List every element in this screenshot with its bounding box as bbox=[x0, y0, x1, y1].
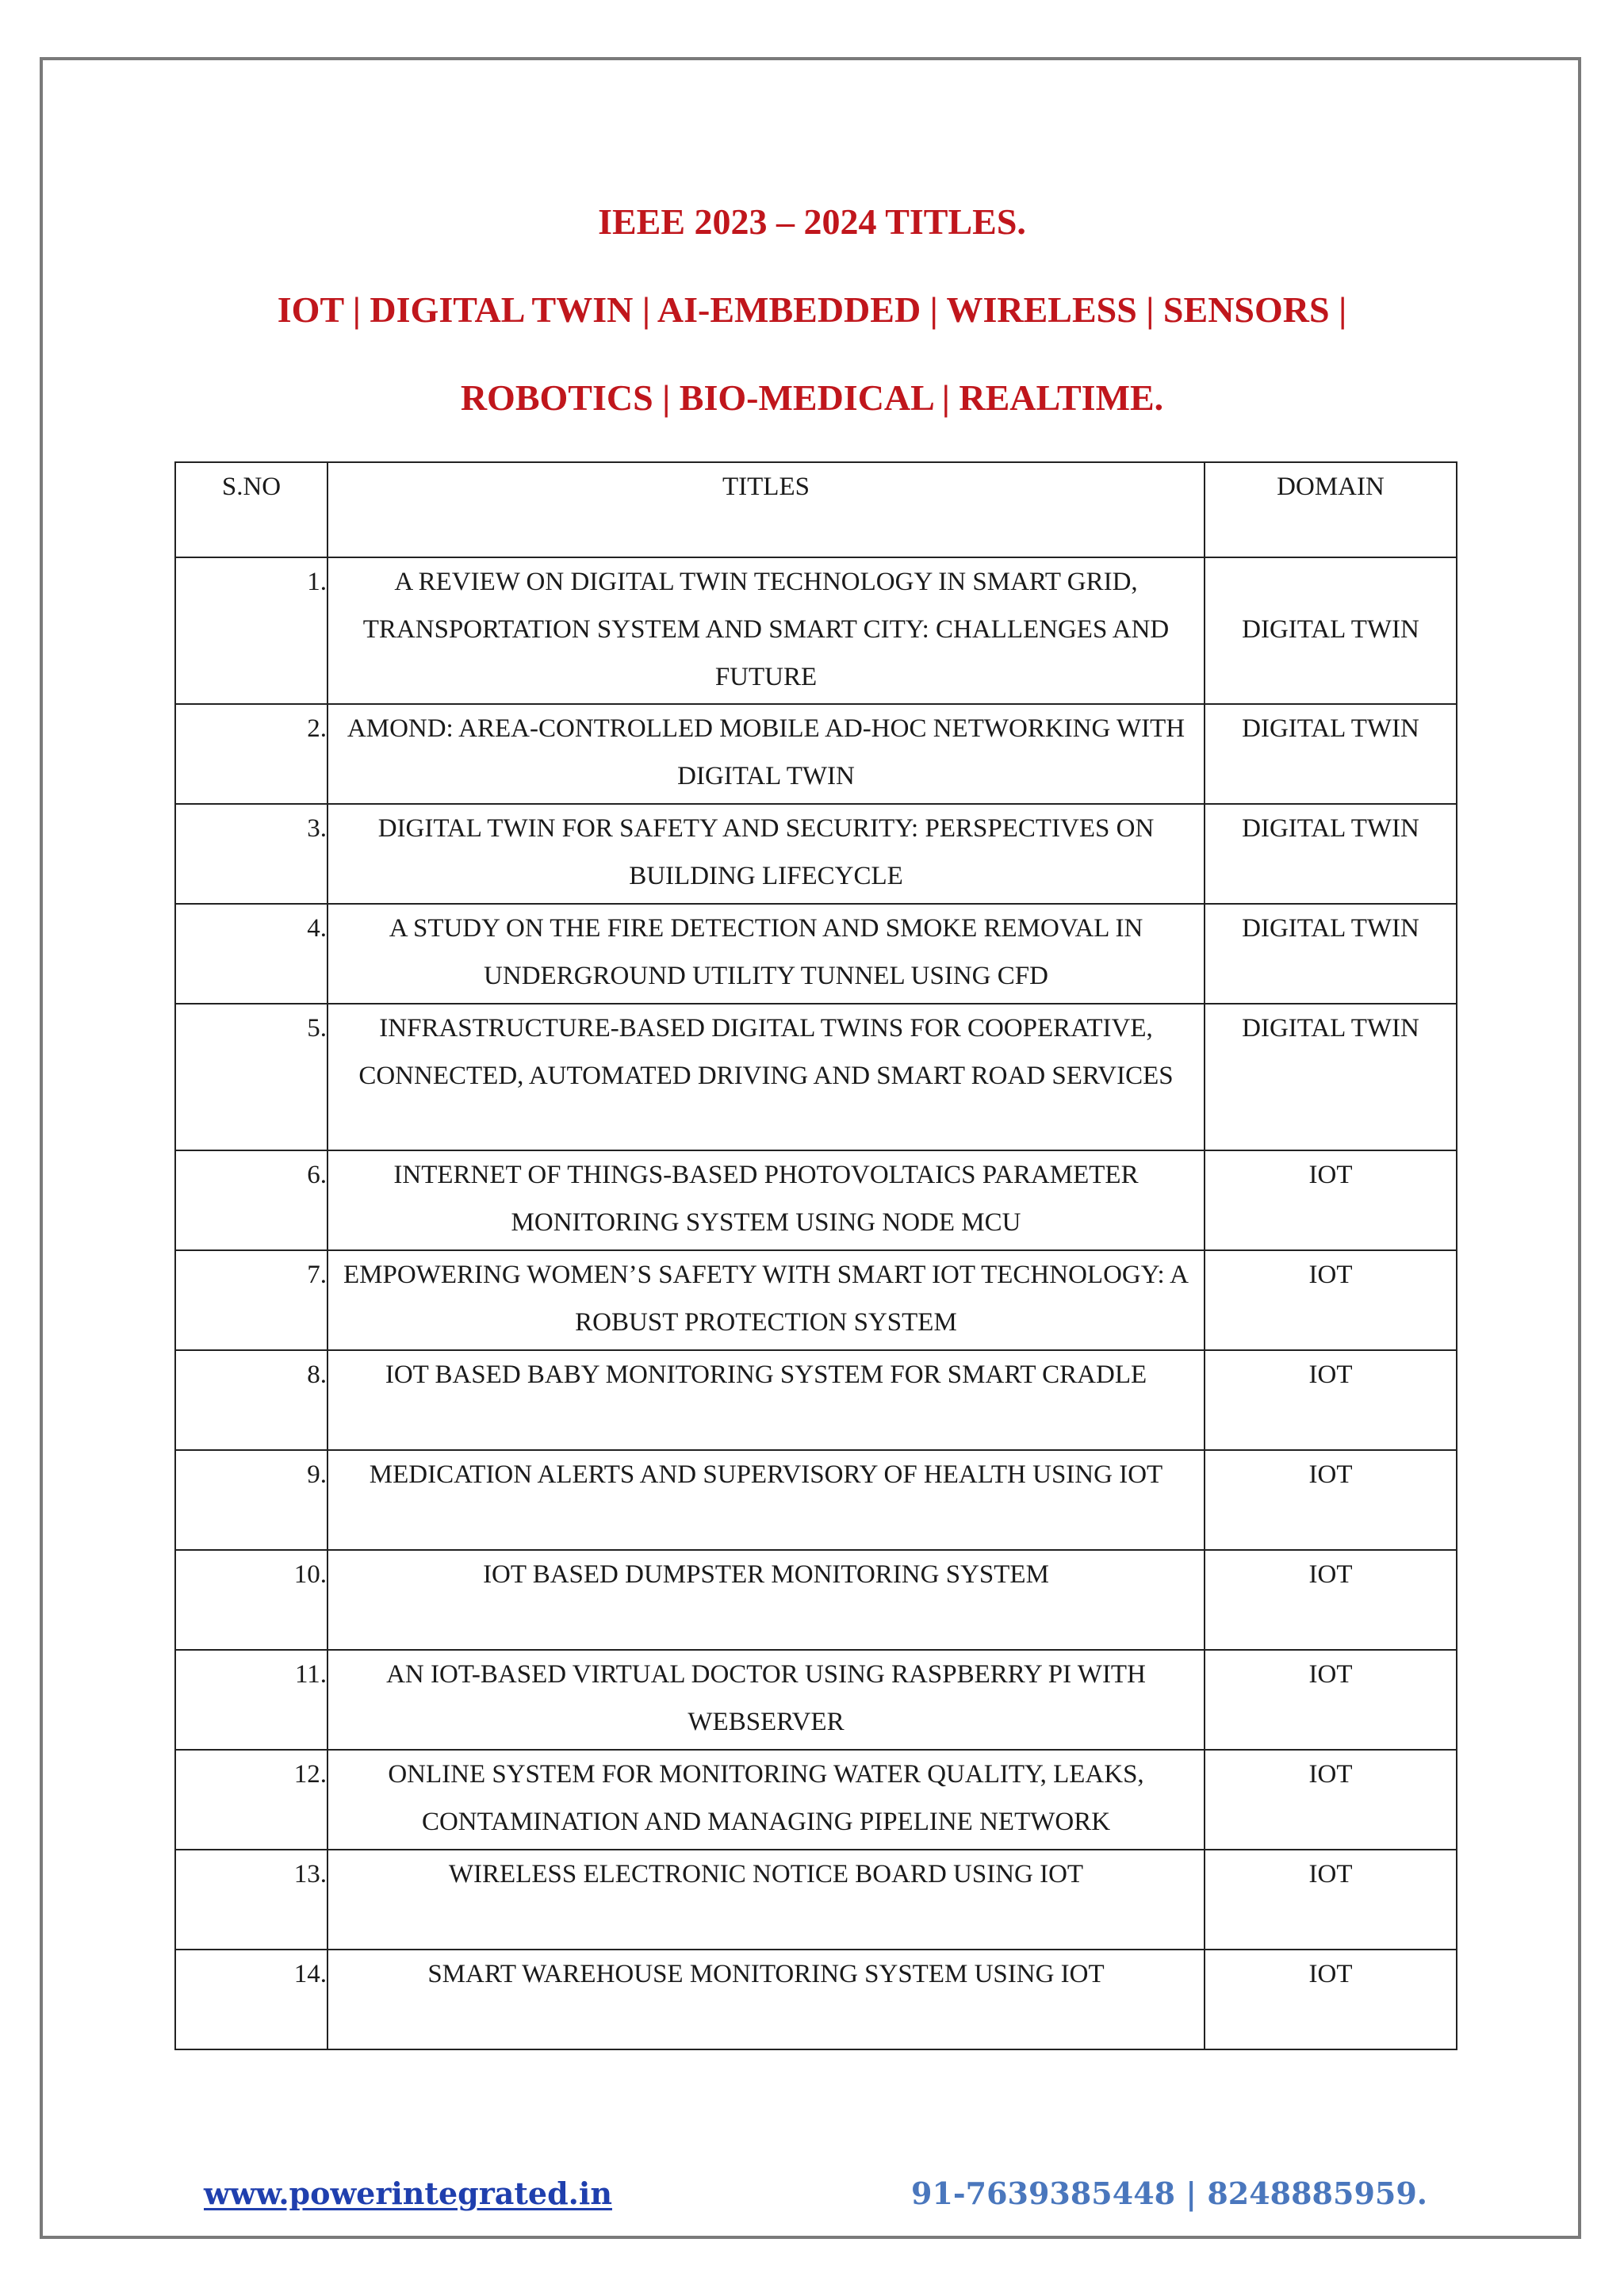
column-header-domain: DOMAIN bbox=[1205, 462, 1457, 557]
row-domain: IOT bbox=[1205, 1950, 1457, 2049]
row-title: EMPOWERING WOMEN’S SAFETY WITH SMART IOT TECHNOLOGY: A ROBUST PROTECTION SYSTEM bbox=[327, 1250, 1205, 1350]
row-domain: IOT bbox=[1205, 1750, 1457, 1850]
table-row bbox=[175, 1850, 1457, 1950]
table-row bbox=[175, 1150, 1457, 1250]
row-title: A STUDY ON THE FIRE DETECTION AND SMOKE REMOVAL IN UNDERGROUND UTILITY TUNNEL USING CFD bbox=[327, 904, 1205, 1004]
row-title: ONLINE SYSTEM FOR MONITORING WATER QUALITY, LEAKS, CONTAMINATION AND MANAGING PIPELINE NETWORK bbox=[327, 1750, 1205, 1850]
table-header-row bbox=[175, 462, 1457, 557]
table-row bbox=[175, 1750, 1457, 1850]
domain-list-line-1: IOT | DIGITAL TWIN | AI-EMBEDDED | WIRELESS | SENSORS | bbox=[277, 289, 1347, 330]
row-domain: DIGITAL TWIN bbox=[1205, 904, 1457, 1004]
row-domain bbox=[1205, 557, 1457, 704]
row-sno: 4. bbox=[175, 904, 327, 1004]
row-sno: 8. bbox=[175, 1350, 327, 1450]
row-sno: 10. bbox=[175, 1550, 327, 1650]
row-title: DIGITAL TWIN FOR SAFETY AND SECURITY: PERSPECTIVES ON BUILDING LIFECYCLE bbox=[327, 804, 1205, 904]
column-header-titles: TITLES bbox=[327, 462, 1205, 557]
row-domain: IOT bbox=[1205, 1150, 1457, 1250]
table-row bbox=[175, 1250, 1457, 1350]
row-sno: 14. bbox=[175, 1950, 327, 2049]
row-sno: 13. bbox=[175, 1850, 327, 1950]
table-row bbox=[175, 1650, 1457, 1750]
row-title: SMART WAREHOUSE MONITORING SYSTEM USING IOT bbox=[327, 1950, 1205, 2049]
column-header-sno: S.NO bbox=[175, 462, 327, 557]
row-sno: 7. bbox=[175, 1250, 327, 1350]
row-domain: IOT bbox=[1205, 1250, 1457, 1350]
table-row bbox=[175, 804, 1457, 904]
row-domain: DIGITAL TWIN bbox=[1205, 704, 1457, 804]
row-sno: 5. bbox=[175, 1004, 327, 1150]
row-domain: IOT bbox=[1205, 1450, 1457, 1550]
row-domain: DIGITAL TWIN bbox=[1205, 804, 1457, 904]
row-title: MEDICATION ALERTS AND SUPERVISORY OF HEALTH USING IOT bbox=[327, 1450, 1205, 1550]
row-title: AMOND: AREA-CONTROLLED MOBILE AD-HOC NETWORKING WITH DIGITAL TWIN bbox=[327, 704, 1205, 804]
domain-list-line-2: ROBOTICS | BIO-MEDICAL | REALTIME. bbox=[460, 377, 1164, 418]
row-domain: IOT bbox=[1205, 1650, 1457, 1750]
row-title: AN IOT-BASED VIRTUAL DOCTOR USING RASPBERRY PI WITH WEBSERVER bbox=[327, 1650, 1205, 1750]
row-domain: DIGITAL TWIN bbox=[1205, 1004, 1457, 1150]
row-title: WIRELESS ELECTRONIC NOTICE BOARD USING IOT bbox=[327, 1850, 1205, 1950]
table-row bbox=[175, 1004, 1457, 1150]
row-domain-text: DIGITAL TWIN bbox=[1242, 615, 1419, 644]
row-title: INFRASTRUCTURE-BASED DIGITAL TWINS FOR COOPERATIVE, CONNECTED, AUTOMATED DRIVING AND SMART ROAD SERVICES bbox=[327, 1004, 1205, 1150]
table-row bbox=[175, 1550, 1457, 1650]
table-row bbox=[175, 904, 1457, 1004]
contact-phone-numbers: 91-7639385448 | 8248885959. bbox=[911, 2175, 1427, 2211]
row-domain: IOT bbox=[1205, 1550, 1457, 1650]
row-sno: 3. bbox=[175, 804, 327, 904]
row-sno: 12. bbox=[175, 1750, 327, 1850]
row-sno: 1. bbox=[175, 557, 327, 704]
table-row bbox=[175, 1450, 1457, 1550]
row-sno: 6. bbox=[175, 1150, 327, 1250]
table-row bbox=[175, 704, 1457, 804]
row-title: IOT BASED BABY MONITORING SYSTEM FOR SMART CRADLE bbox=[327, 1350, 1205, 1450]
titles-table bbox=[174, 461, 1457, 2050]
row-sno: 9. bbox=[175, 1450, 327, 1550]
row-domain: IOT bbox=[1205, 1850, 1457, 1950]
row-title: INTERNET OF THINGS-BASED PHOTOVOLTAICS PARAMETER MONITORING SYSTEM USING NODE MCU bbox=[327, 1150, 1205, 1250]
row-sno: 2. bbox=[175, 704, 327, 804]
row-domain: IOT bbox=[1205, 1350, 1457, 1450]
table-row bbox=[175, 1350, 1457, 1450]
table-row bbox=[175, 557, 1457, 704]
row-title: IOT BASED DUMPSTER MONITORING SYSTEM bbox=[327, 1550, 1205, 1650]
website-link[interactable]: www.powerintegrated.in bbox=[204, 2175, 612, 2211]
row-sno: 11. bbox=[175, 1650, 327, 1750]
row-title: A REVIEW ON DIGITAL TWIN TECHNOLOGY IN SMART GRID, TRANSPORTATION SYSTEM AND SMART CITY: CHALLENGES AND FUTURE bbox=[327, 557, 1205, 704]
table-row bbox=[175, 1950, 1457, 2049]
page-title: IEEE 2023 – 2024 TITLES. bbox=[598, 201, 1026, 242]
